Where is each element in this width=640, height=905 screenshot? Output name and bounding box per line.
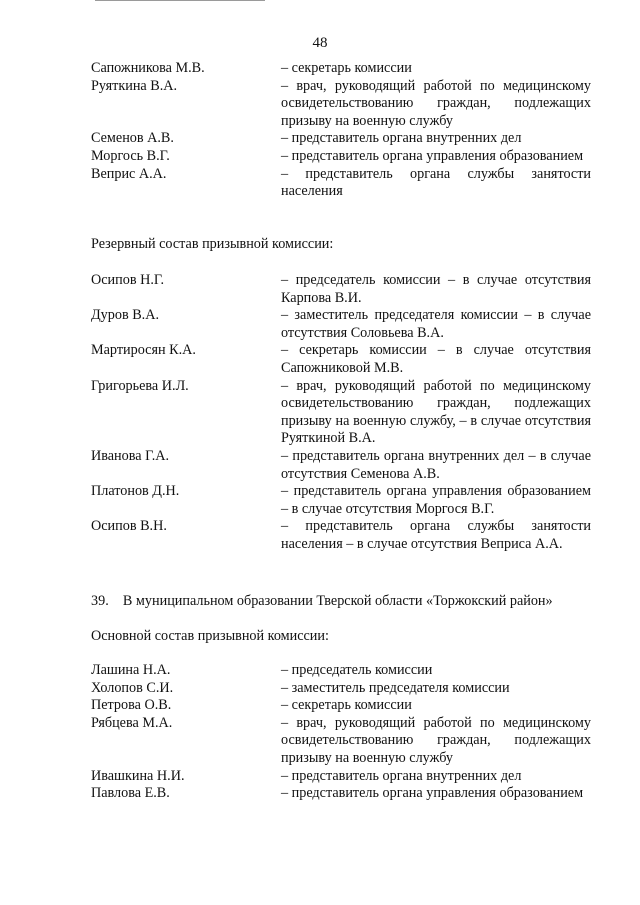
member-row [91,448,591,483]
reserve-members-list [91,272,591,554]
member-row [91,768,591,786]
member-name: Семенов А.В. [91,130,174,147]
member-name: Веприс А.А. [91,165,167,182]
member-name: Лашина Н.А. [91,662,171,678]
member-role: – представитель органа внутренних дел – в случае отсутствия Семенова А.В. [281,447,591,482]
member-name: Дуров В.А. [91,307,160,324]
member-role: – секретарь комиссии [281,697,412,714]
member-role: – представитель органа службы занятости населения [281,165,591,200]
member-row [91,148,591,166]
member-row [91,60,591,78]
member-name: Холопов С.И. [91,679,174,696]
member-role: – представитель органа управления образованием [281,785,584,802]
member-row [91,662,591,680]
member-name: Платонов Д.Н. [91,483,180,500]
member-role: – представитель органа службы занятости населения – в случае отсутствия Веприса А.А. [281,518,591,552]
member-row [91,272,591,307]
reserve-composition-heading: Резервный состав призывной комиссии: [91,236,334,252]
member-role: – председатель комиссии – в случае отсутствия Карпова В.И. [281,272,591,306]
member-role: – представитель органа управления образованием – в случае отсутствия Моргося В.Г. [281,483,591,517]
member-role: – секретарь комиссии [281,60,412,76]
member-row [91,715,591,768]
member-row [91,130,591,148]
member-name: Сапожникова М.В. [91,60,205,76]
member-role: – представитель органа внутренних дел [281,130,522,147]
member-row [91,697,591,715]
member-name: Павлова Е.В. [91,785,170,802]
commission-members-list [91,60,591,201]
member-role: – представитель органа внутренних дел [281,767,522,784]
member-name: Рябцева М.А. [91,714,173,731]
member-row [91,680,591,698]
member-name: Мартиросян К.А. [91,342,196,359]
member-role: – врач, руководящий работой по медицинскому освидетельствованию граждан, подлежащих призыву на военную службу [281,714,591,766]
page-number: 48 [312,35,328,51]
member-name: Петрова О.В. [91,697,172,714]
member-name: Ивашкина Н.И. [91,767,185,784]
member-row [91,166,591,201]
item-39-heading: 39. В муниципальном образовании Тверской области «Торжокский район» [91,593,553,609]
member-row [91,307,591,342]
member-role: – председатель комиссии [281,662,433,678]
member-name: Моргось В.Г. [91,147,170,164]
member-role: – заместитель председателя комиссии – в случае отсутствия Соловьева В.А. [281,307,591,341]
member-name: Григорьева И.Л. [91,377,189,394]
member-row [91,483,591,518]
member-row [91,342,591,377]
main-composition-heading: Основной состав призывной комиссии: [91,628,329,644]
member-role: – врач, руководящий работой по медицинскому освидетельствованию граждан, подлежащих призыву на военную службу, – в случае отсутствия Руяткиной В.А. [281,377,591,447]
member-role: – секретарь комиссии – в случае отсутствия Сапожниковой М.В. [281,342,591,376]
member-row [91,785,591,803]
member-name: Иванова Г.А. [91,447,170,464]
member-role: – представитель органа управления образованием [281,147,584,164]
member-row [91,78,591,131]
member-role: – заместитель председателя комиссии [281,679,510,696]
member-role: – врач, руководящий работой по медицинскому освидетельствованию граждан, подлежащих призыву на военную службу [281,77,591,129]
member-name: Осипов Н.Г. [91,272,165,288]
member-name: Руяткина В.А. [91,77,178,94]
main-members-list [91,662,591,803]
member-row [91,378,591,448]
top-edge-mark [95,0,265,4]
member-row [91,518,591,553]
member-name: Осипов В.Н. [91,518,167,535]
